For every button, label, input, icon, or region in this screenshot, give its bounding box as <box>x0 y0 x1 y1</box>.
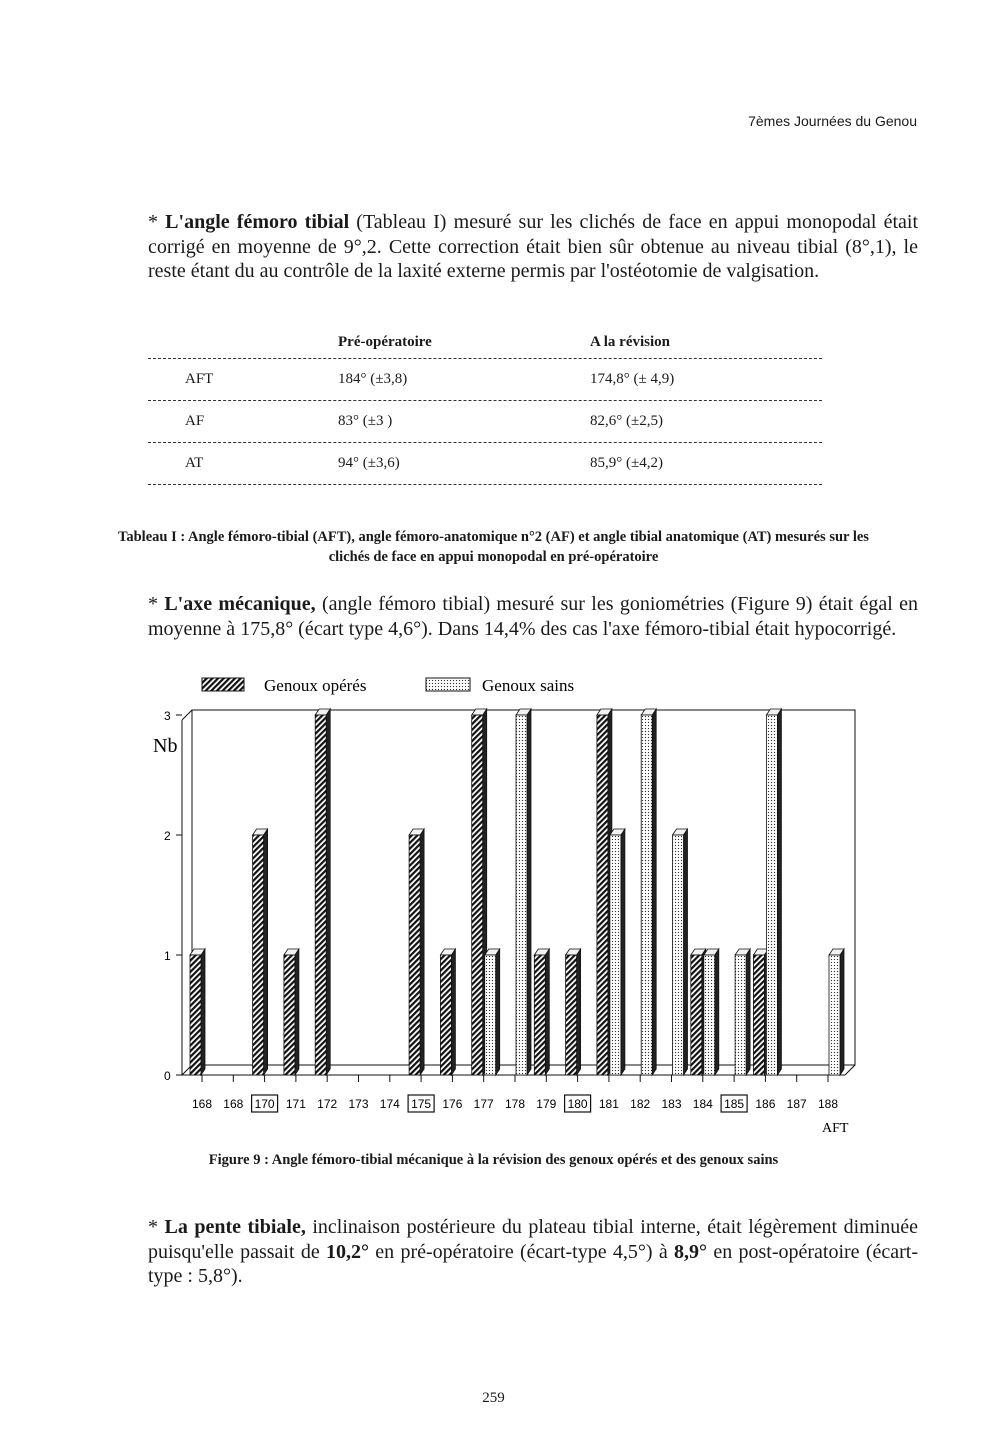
x-tick-label: 178 <box>504 1097 526 1111</box>
paragraph-text: inclinaison postérieure du plateau tibial interne, était légèrement diminuée puisqu'elle passait de <box>148 1216 918 1263</box>
paragraph-text: en post-opératoire (écart-type : 5,8°). <box>148 1240 919 1287</box>
x-tick-label: 175 <box>411 1097 432 1111</box>
bar-operated <box>566 949 581 1075</box>
x-tick-label: 168 <box>223 1097 244 1111</box>
table-cell: 174,8° (± 4,9) <box>590 371 675 387</box>
caption-text: Angle fémoro-tibial mécanique à la révision des genoux opérés et des genoux sains <box>268 1152 779 1168</box>
x-tick-label: 168 <box>191 1097 213 1111</box>
bar-operated <box>440 949 455 1075</box>
table-row <box>148 358 822 400</box>
bar-operated <box>190 949 205 1075</box>
table-cell: AT <box>185 455 204 471</box>
value-pre-op: 10,2° <box>326 1240 369 1263</box>
paragraph-lead: L'angle fémoro tibial <box>165 211 350 233</box>
y-tick-label: 1 <box>164 949 171 963</box>
table-header-cell: A la révision <box>590 334 671 350</box>
bar-healthy <box>829 949 844 1075</box>
x-tick-label: 180 <box>567 1097 588 1111</box>
table-row <box>148 442 822 485</box>
bar-healthy <box>766 709 781 1075</box>
running-header: 7èmes Journées du Genou <box>748 113 917 129</box>
table-cell: 184° (±3,8) <box>338 371 408 387</box>
figure-caption <box>100 1150 887 1170</box>
paragraph-text: (angle fémoro tibial) mesuré sur les goniométries (Figure 9) était égal en moyenne à 175,8° (écart type 4,6°). Dans 14,4% des cas l'axe fémoro-tibial était hypocorrigé. <box>148 593 919 640</box>
x-tick-label: 172 <box>317 1097 338 1111</box>
bar-operated <box>534 949 549 1075</box>
bar-operated <box>409 829 424 1075</box>
figure-9-chart <box>140 670 860 1142</box>
page-number: 259 <box>482 1390 505 1406</box>
paragraph-pente-tibiale: * La pente tibiale, inclinaison postérieure du plateau tibial interne, était légèrement diminuée puisqu'elle passait de 10,2° en pré-opératoire (écart-type 4,5°) à 8,9° en post-opératoire (écart-type : 5,8°). <box>148 1216 919 1287</box>
table-cell: AF <box>185 413 205 429</box>
legend-swatch-operated <box>202 678 244 691</box>
bar-operated <box>315 709 330 1075</box>
x-tick-label: 176 <box>442 1097 463 1111</box>
y-ticks <box>164 709 182 1083</box>
y-axis-label: Nb <box>153 735 178 757</box>
x-tick-label: 174 <box>379 1097 400 1111</box>
y-tick-label: 0 <box>164 1069 171 1083</box>
bar-healthy <box>516 709 531 1075</box>
bar-healthy <box>641 709 656 1075</box>
legend-label-operated: Genoux opérés <box>264 676 367 695</box>
table-header-cell: Pré-opératoire <box>338 334 432 350</box>
x-tick-label: 181 <box>598 1097 619 1111</box>
paragraph-lead: La pente tibiale, <box>164 1216 306 1238</box>
x-tick-label: 173 <box>348 1097 369 1111</box>
bar-operated <box>253 829 268 1075</box>
x-tick-label: 187 <box>786 1097 807 1111</box>
legend-swatch-healthy <box>426 678 470 691</box>
x-tick-label: 184 <box>692 1097 713 1111</box>
x-tick-label: 171 <box>285 1097 306 1111</box>
legend-label-healthy: Genoux sains <box>482 676 575 695</box>
x-ticks <box>192 1075 838 1112</box>
paragraph-text: (Tableau I) mesuré sur les clichés de face en appui monopodal était corrigé en moyenne de 9°,2. Cette correction était bien sûr obtenue au niveau tibial (8°,1), le reste étant du au contrôle de la laxité externe permis par l'ostéotomie de valgisation. <box>148 211 919 282</box>
bar-healthy <box>735 949 750 1075</box>
bar-operated <box>284 949 299 1075</box>
table-cell: 83° (±3 ) <box>338 413 393 429</box>
caption-label: Figure 9 : <box>208 1152 269 1168</box>
x-tick-label: 185 <box>724 1097 745 1111</box>
table-row <box>148 400 822 442</box>
x-tick-label: 183 <box>661 1097 682 1111</box>
paragraph-lead: L'axe mécanique, <box>164 593 316 615</box>
caption-label: Tableau I : <box>118 529 186 545</box>
x-tick-label: 177 <box>473 1097 494 1111</box>
bar-healthy <box>704 949 719 1075</box>
legend <box>202 676 574 695</box>
x-tick-label: 170 <box>254 1097 275 1111</box>
table-cell: AFT <box>185 371 214 387</box>
table-cell: 82,6° (±2,5) <box>590 413 663 429</box>
table-cell: 85,9° (±4,2) <box>590 455 663 471</box>
paragraph-axe-mecanique: * L'axe mécanique, (angle fémoro tibial) mesuré sur les goniométries (Figure 9) était égal en moyenne à 175,8° (écart type 4,6°). Dans 14,4% des cas l'axe fémoro-tibial était hypocorrigé. <box>148 593 919 640</box>
y-tick-label: 2 <box>164 829 171 843</box>
bars <box>190 709 844 1075</box>
x-tick-label: 188 <box>817 1097 839 1111</box>
x-tick-label: 186 <box>755 1097 776 1111</box>
y-tick-label: 3 <box>164 709 171 723</box>
paragraph-text: en pré-opératoire (écart-type 4,5°) à <box>369 1240 675 1263</box>
table-caption <box>100 527 887 567</box>
bar-healthy <box>610 829 625 1075</box>
x-tick-label: 182 <box>630 1097 651 1111</box>
value-post-op: 8,9° <box>674 1240 708 1263</box>
x-tick-label: 179 <box>536 1097 557 1111</box>
bar-healthy <box>485 949 500 1075</box>
x-axis-label: AFT <box>822 1121 849 1136</box>
bar-healthy <box>673 829 688 1075</box>
paragraph-angle-femoro-tibial: * L'angle fémoro tibial (Tableau I) mesuré sur les clichés de face en appui monopodal était corrigé en moyenne de 9°,2. Cette correction était bien sûr obtenue au niveau tibial (8°,1), le reste étant du au contrôle de la laxité externe permis par l'ostéotomie de valgisation. <box>148 211 919 282</box>
table-cell: 94° (±3,6) <box>338 455 400 471</box>
table-header <box>148 330 822 358</box>
caption-text: Angle fémoro-tibial (AFT), angle fémoro-anatomique n°2 (AF) et angle tibial anatomique (AT) mesurés sur les clichés de face en appui monopodal en pré-opératoire <box>185 529 869 565</box>
table-angles <box>148 330 822 485</box>
